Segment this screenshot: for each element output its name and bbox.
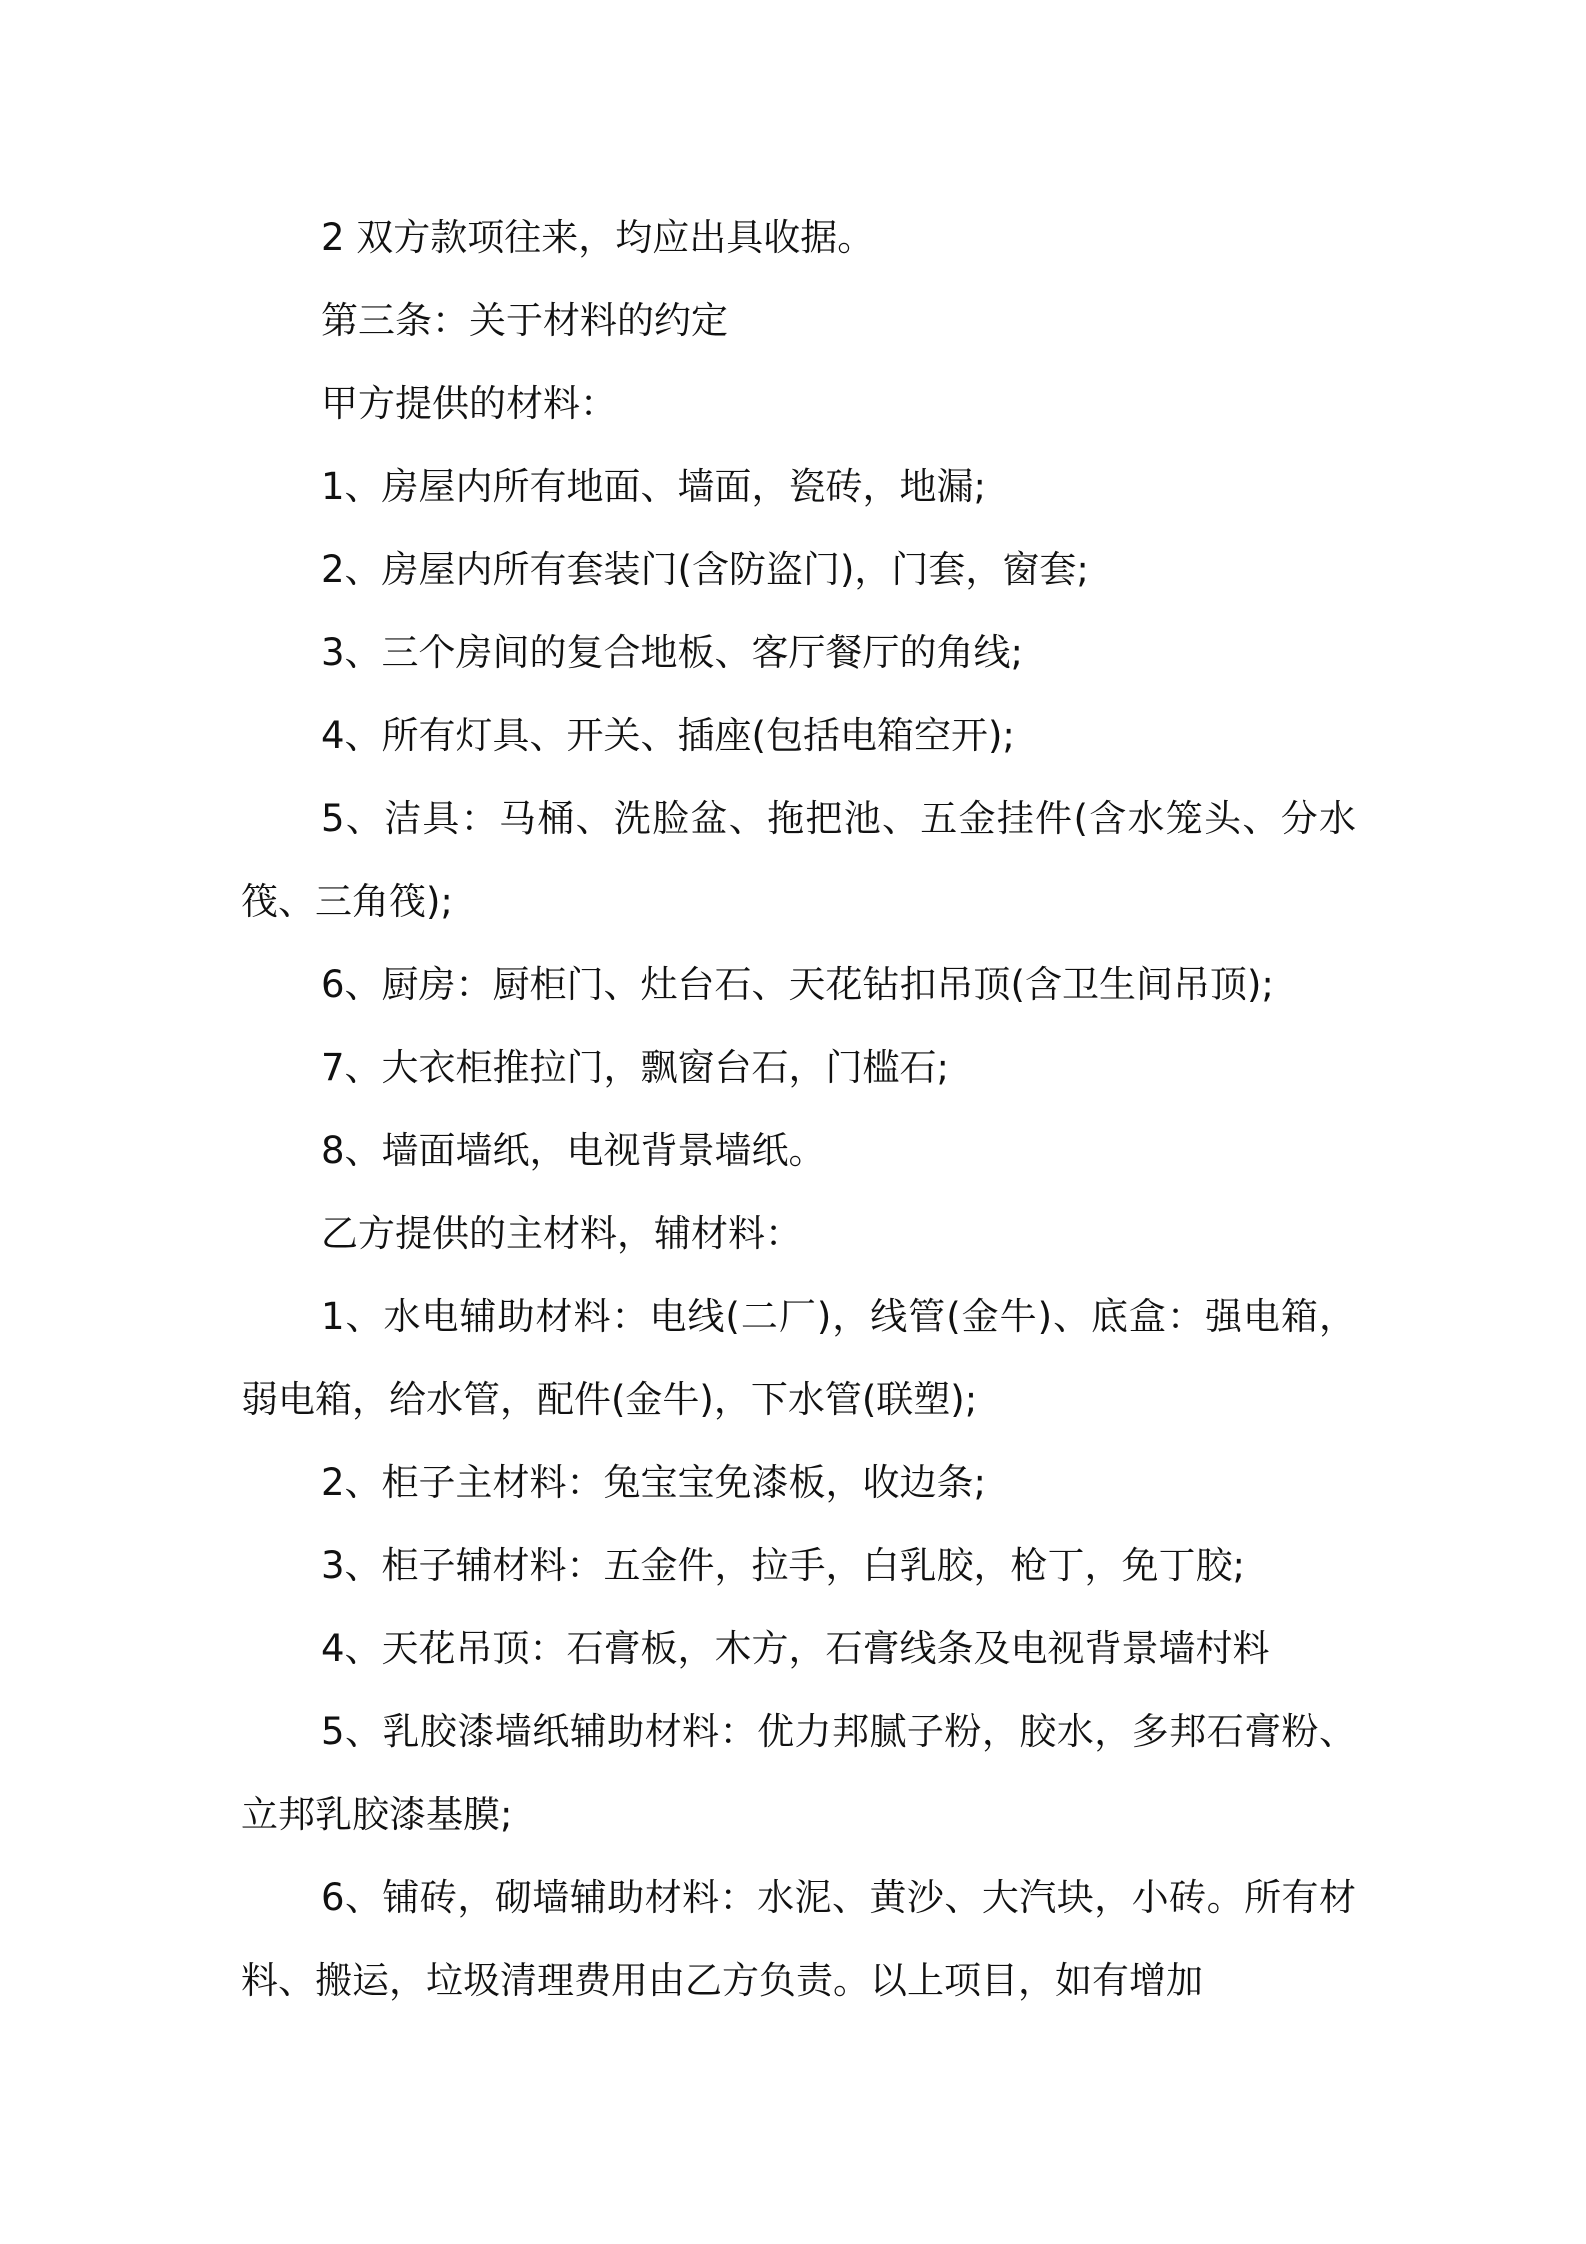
paragraph-receipt-note: 2 双方款项往来，均应出具收据。 [321, 216, 875, 259]
list-item: 6、厨房：厨柜门、灶台石、天花钻扣吊顶(含卫生间吊顶); [321, 963, 1274, 1006]
list-item: 6、铺砖，砌墙辅助材料：水泥、黄沙、大汽块，小砖。所有材料、搬运，垃圾清理费用由乙方负责。以上项目，如有增加 [241, 1876, 1356, 2002]
list-item: 5、乳胶漆墙纸辅助材料：优力邦腻子粉，胶水，多邦石膏粉、立邦乳胶漆基膜; [241, 1710, 1356, 1836]
list-item: 1、房屋内所有地面、墙面，瓷砖，地漏; [321, 465, 987, 508]
list-item: 4、天花吊顶：石膏板，木方，石膏线条及电视背景墙村料 [321, 1627, 1270, 1670]
document-body [241, 196, 1356, 2022]
list-item: 3、柜子辅材料：五金件，拉手，白乳胶，枪丁，免丁胶; [321, 1544, 1246, 1587]
list-item: 3、三个房间的复合地板、客厅餐厅的角线; [321, 631, 1024, 674]
list-item: 1、水电辅助材料：电线(二厂)，线管(金牛)、底盒：强电箱，弱电箱，给水管，配件(金牛)，下水管(联塑); [241, 1295, 1356, 1421]
list-item: 2、房屋内所有套装门(含防盗门)，门套，窗套; [321, 548, 1089, 591]
list-item: 5、洁具：马桶、洗脸盆、拖把池、五金挂件(含水笼头、分水筏、三角筏); [241, 797, 1356, 923]
list-item: 4、所有灯具、开关、插座(包括电箱空开); [321, 714, 1015, 757]
list-item: 2、柜子主材料：兔宝宝免漆板，收边条; [321, 1461, 987, 1504]
list-item: 8、墙面墙纸，电视背景墙纸。 [321, 1129, 826, 1172]
subheading-party-b-materials: 乙方提供的主材料，辅材料： [321, 1212, 802, 1255]
section-heading-article-3: 第三条：关于材料的约定 [321, 299, 728, 342]
subheading-party-a-materials: 甲方提供的材料： [321, 382, 617, 425]
list-item: 7、大衣柜推拉门，飘窗台石，门槛石; [321, 1046, 950, 1089]
